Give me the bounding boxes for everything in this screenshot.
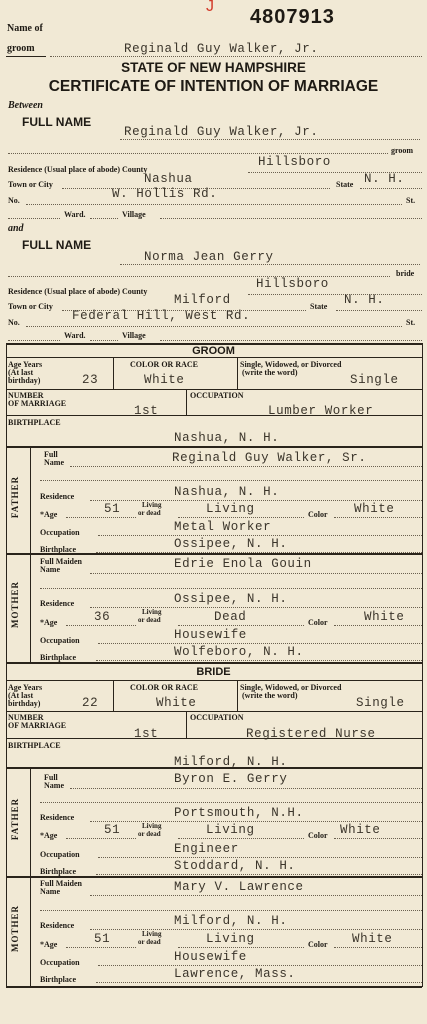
bride-no-label: No. <box>8 318 20 327</box>
groom-father-living-label: Living <box>142 501 162 509</box>
bride-mother-age-label: *Age <box>40 940 58 949</box>
bride-occupation-label: OCCUPATION <box>190 713 244 722</box>
bride-mother-side-label: MOTHER <box>10 904 20 952</box>
bride-of-marriage-label: OF MARRIAGE <box>8 721 67 730</box>
groom-mother-age: 36 <box>94 610 111 624</box>
groom-occupation-label: OCCUPATION <box>190 391 244 400</box>
groom-color-race-label: COLOR OR RACE <box>130 360 199 369</box>
groom-mother-name-label: Name <box>40 565 60 574</box>
state-title: STATE OF NEW HAMPSHIRE <box>121 60 306 75</box>
bride-father-name: Byron E. Gerry <box>174 772 288 786</box>
bride-mother-name: Mary V. Lawrence <box>174 880 304 894</box>
groom-section-title: GROOM <box>192 345 235 357</box>
bride-father-living-label: Living <box>142 822 162 830</box>
bride-mother-living-label: Living <box>142 930 162 938</box>
bride-father-birthplace-label: Birthplace <box>40 867 76 876</box>
bride-full-name: Norma Jean Gerry <box>144 250 274 264</box>
groom-role-label: groom <box>391 146 414 155</box>
groom-mother-full-maiden-label: Full Maiden <box>40 557 83 566</box>
groom-father-occupation-label: Occupation <box>40 528 80 537</box>
bride-father-occupation: Engineer <box>174 842 239 856</box>
groom-mother-occupation: Housewife <box>174 628 247 642</box>
groom-mother-birthplace: Wolfeboro, N. H. <box>174 645 304 659</box>
bride-father-age-label: *Age <box>40 831 58 840</box>
groom-at-last-label: (At last <box>8 368 34 377</box>
bride-age: 22 <box>82 696 99 710</box>
groom-father-residence: Nashua, N. H. <box>174 485 280 499</box>
bride-mother-birthplace-label: Birthplace <box>40 975 76 984</box>
bride-town: Milford <box>174 293 231 307</box>
bride-father-name-label: Name <box>44 781 64 790</box>
groom-write-word-label: (write the word) <box>242 368 298 377</box>
groom-mother-living-label: Living <box>142 608 162 616</box>
groom-full-name-label: FULL NAME <box>22 115 92 129</box>
bride-father-color-label: Color <box>308 831 328 840</box>
groom-father-residence-label: Residence <box>40 492 75 501</box>
groom-marriage-number: 1st <box>134 404 159 418</box>
groom-state-label: State <box>336 180 354 189</box>
bride-father-color: White <box>340 823 381 837</box>
bride-color-race-label: COLOR OR RACE <box>130 683 199 692</box>
groom-father-color: White <box>354 502 395 516</box>
groom-county: Hillsboro <box>258 155 331 169</box>
groom-father-or-dead-label: or dead <box>138 509 161 517</box>
bride-father-or-dead-label: or dead <box>138 830 161 838</box>
bride-mother-occupation-label: Occupation <box>40 958 80 967</box>
groom-father-living: Living <box>206 502 255 516</box>
bride-mother-residence-label: Residence <box>40 921 75 930</box>
groom-father-age: 51 <box>104 502 121 516</box>
between-label: Between <box>8 100 43 111</box>
bride-mother-or-dead-label: or dead <box>138 938 161 946</box>
bride-village-label: Village <box>122 331 146 340</box>
groom-occupation: Lumber Worker <box>268 404 374 418</box>
bride-county: Hillsboro <box>256 277 329 291</box>
groom-full-name: Reginald Guy Walker, Jr. <box>124 125 319 139</box>
groom-father-full-label: Full <box>44 450 58 459</box>
groom-father-birthplace-label: Birthplace <box>40 545 76 554</box>
bride-father-age: 51 <box>104 823 121 837</box>
groom-birthplace: Nashua, N. H. <box>174 431 280 445</box>
groom-st-label: St. <box>406 196 416 205</box>
bride-mother-living: Living <box>206 932 255 946</box>
groom-birthplace-label: BIRTHPLACE <box>8 418 61 427</box>
bride-father-birthplace: Stoddard, N. H. <box>174 859 296 873</box>
check-mark: J <box>206 0 214 15</box>
groom-mother-residence: Ossipee, N. H. <box>174 592 288 606</box>
groom-village-label: Village <box>122 210 146 219</box>
bride-birthplace-label: BIRTHPLACE <box>8 741 61 750</box>
groom-birthday-label: birthday) <box>8 376 41 385</box>
groom-mother-or-dead-label: or dead <box>138 616 161 624</box>
bride-ward-label: Ward. <box>64 331 86 340</box>
bride-mother-birthplace: Lawrence, Mass. <box>174 967 296 981</box>
bride-father-residence: Portsmouth, N.H. <box>174 806 304 820</box>
groom-age-years-label: Age Years <box>8 360 43 369</box>
groom-mother-age-label: *Age <box>40 618 58 627</box>
groom-residence-label: Residence (Usual place of abode) County <box>8 165 148 174</box>
groom-mother-color: White <box>364 610 405 624</box>
bride-write-word-label: (write the word) <box>242 691 298 700</box>
groom-mother-occupation-label: Occupation <box>40 636 80 645</box>
groom-father-age-label: *Age <box>40 510 58 519</box>
bride-birthday-label: birthday) <box>8 699 41 708</box>
bride-at-last-label: (At last <box>8 691 34 700</box>
bride-state: N. H. <box>344 293 385 307</box>
bride-section-title: BRIDE <box>196 666 231 678</box>
bride-mother-color-label: Color <box>308 940 328 949</box>
bride-street: Federal Hill, West Rd. <box>72 309 251 323</box>
bride-residence-label: Residence (Usual place of abode) County <box>8 287 148 296</box>
bride-mother-residence: Milford, N. H. <box>174 914 288 928</box>
bride-mother-color: White <box>352 932 393 946</box>
bride-town-label: Town or City <box>8 302 53 311</box>
bride-birthplace: Milford, N. H. <box>174 755 288 769</box>
groom-mother-name: Edrie Enola Gouin <box>174 557 312 571</box>
groom-town-label: Town or City <box>8 180 53 189</box>
groom-name-top: Reginald Guy Walker, Jr. <box>124 42 319 56</box>
groom-status: Single <box>350 373 399 387</box>
groom-mother-birthplace-label: Birthplace <box>40 653 76 662</box>
bride-father-residence-label: Residence <box>40 813 75 822</box>
bride-mother-occupation: Housewife <box>174 950 247 964</box>
bride-status-label: Single, Widowed, or Divorced <box>240 683 342 692</box>
groom-father-side-label: FATHER <box>10 475 20 519</box>
bride-father-side-label: FATHER <box>10 797 20 841</box>
groom-no-label: No. <box>8 196 20 205</box>
groom-street: W. Hollis Rd. <box>112 187 218 201</box>
groom-age: 23 <box>82 373 99 387</box>
bride-father-occupation-label: Occupation <box>40 850 80 859</box>
groom-mother-living: Dead <box>214 610 247 624</box>
groom-status-label: Single, Widowed, or Divorced <box>240 360 342 369</box>
groom-father-occupation: Metal Worker <box>174 520 272 534</box>
groom-father-name: Reginald Guy Walker, Sr. <box>172 451 367 465</box>
and-label: and <box>8 223 24 234</box>
certificate-number: 4807913 <box>250 6 335 28</box>
name-of-label: Name of <box>7 23 43 34</box>
bride-marriage-number: 1st <box>134 727 159 741</box>
groom-of-marriage-label: OF MARRIAGE <box>8 399 67 408</box>
bride-father-full-label: Full <box>44 773 58 782</box>
groom-father-name-label: Name <box>44 458 64 467</box>
bride-number-label: NUMBER <box>8 713 44 722</box>
bride-status: Single <box>356 696 405 710</box>
groom-label: groom <box>7 43 35 54</box>
groom-number-label: NUMBER <box>8 391 44 400</box>
groom-state: N. H. <box>364 172 405 186</box>
bride-father-living: Living <box>206 823 255 837</box>
groom-father-color-label: Color <box>308 510 328 519</box>
groom-color: White <box>144 373 185 387</box>
groom-mother-color-label: Color <box>308 618 328 627</box>
groom-mother-residence-label: Residence <box>40 599 75 608</box>
groom-mother-side-label: MOTHER <box>10 580 20 628</box>
groom-ward-label: Ward. <box>64 210 86 219</box>
bride-st-label: St. <box>406 318 416 327</box>
bride-occupation: Registered Nurse <box>246 727 376 741</box>
groom-town: Nashua <box>144 172 193 186</box>
certificate-title: CERTIFICATE OF INTENTION OF MARRIAGE <box>48 78 379 95</box>
bride-color: White <box>156 696 197 710</box>
bride-full-name-label: FULL NAME <box>22 238 92 252</box>
bride-role-label: bride <box>396 269 415 278</box>
bride-age-years-label: Age Years <box>8 683 43 692</box>
bride-mother-age: 51 <box>94 932 111 946</box>
bride-mother-name-label: Name <box>40 887 60 896</box>
bride-mother-full-maiden-label: Full Maiden <box>40 879 83 888</box>
bride-state-label: State <box>310 302 328 311</box>
groom-father-birthplace: Ossipee, N. H. <box>174 537 288 551</box>
